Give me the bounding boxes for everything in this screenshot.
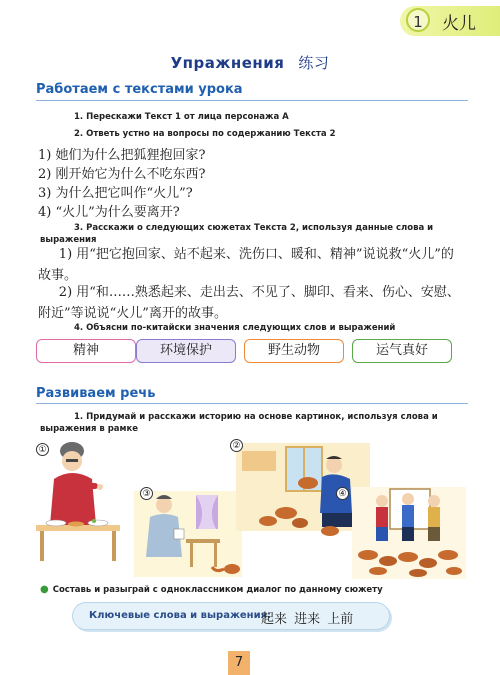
illustration-strip <box>36 437 466 579</box>
page-number: 7 <box>228 651 250 675</box>
scene-2 <box>236 443 370 536</box>
bullet-icon: ● <box>40 584 49 595</box>
dialog-task <box>40 584 383 595</box>
word-box-4: 运气真好 <box>352 339 452 363</box>
scene-3 <box>134 491 242 577</box>
keyword-box <box>72 602 390 630</box>
section-rule <box>36 403 468 404</box>
lesson-tab <box>400 6 500 36</box>
keyword-label: Ключевые слова и выражения: <box>89 610 272 621</box>
task-1: 1. Перескажи Текст 1 от лица персонажа А <box>74 112 289 122</box>
keyword-values: 起来 进来 上前 <box>261 612 354 627</box>
picture-number-1: ① <box>36 443 49 456</box>
page-title-ru: Упражнения <box>170 54 285 72</box>
task-speech-1: 1. Придумай и расскажи историю на основе картинок, используя слова и выражения в рамке <box>40 412 438 434</box>
lesson-number: 1 <box>406 8 430 32</box>
story-1: 1) 用“把它抱回家、站不起来、洗伤口、暖和、精神”说说救“火儿”的故事。 <box>38 247 454 283</box>
section-rule <box>36 100 468 101</box>
task-4: 4. Объясни по-китайски значения следующих слов и выражений <box>74 323 396 333</box>
story-illustration <box>36 437 466 579</box>
question-3: 3) 为什么把它叫作“火儿”? <box>38 186 193 201</box>
scene-4 <box>352 487 466 579</box>
section-heading-texts: Работаем с текстами урока <box>36 82 243 97</box>
word-box-2: 环境保护 <box>136 339 236 363</box>
question-4: 4) “火儿”为什么要离开? <box>38 205 180 220</box>
task-2: 2. Ответь устно на вопросы по содержанию Текста 2 <box>74 129 336 139</box>
section-heading-speech: Развиваем речь <box>36 386 156 401</box>
page-title <box>0 52 500 73</box>
picture-number-3: ③ <box>140 487 153 500</box>
lesson-title: 火儿 <box>442 14 476 34</box>
story-2: 2) 用“和……熟悉起来、走出去、不见了、脚印、看来、伤心、安慰、附近”等说说“火儿”离开的故事。 <box>38 285 460 321</box>
question-2: 2) 刚开始它为什么不吃东西? <box>38 167 206 182</box>
task-3: 3. Расскажи о следующих сюжетах Текста 2, используя данные слова и выражения <box>40 223 434 245</box>
picture-number-2: ② <box>230 439 243 452</box>
word-box-3: 野生动物 <box>244 339 344 363</box>
picture-number-4: ④ <box>336 487 349 500</box>
word-box-1: 精神 <box>36 339 136 363</box>
dialog-task-text: Составь и разыграй с одноклассником диалог по данному сюжету <box>52 585 383 595</box>
scene-1 <box>36 442 120 561</box>
question-1: 1) 她们为什么把狐狸抱回家? <box>38 148 206 163</box>
page-title-cn: 练习 <box>298 54 330 72</box>
